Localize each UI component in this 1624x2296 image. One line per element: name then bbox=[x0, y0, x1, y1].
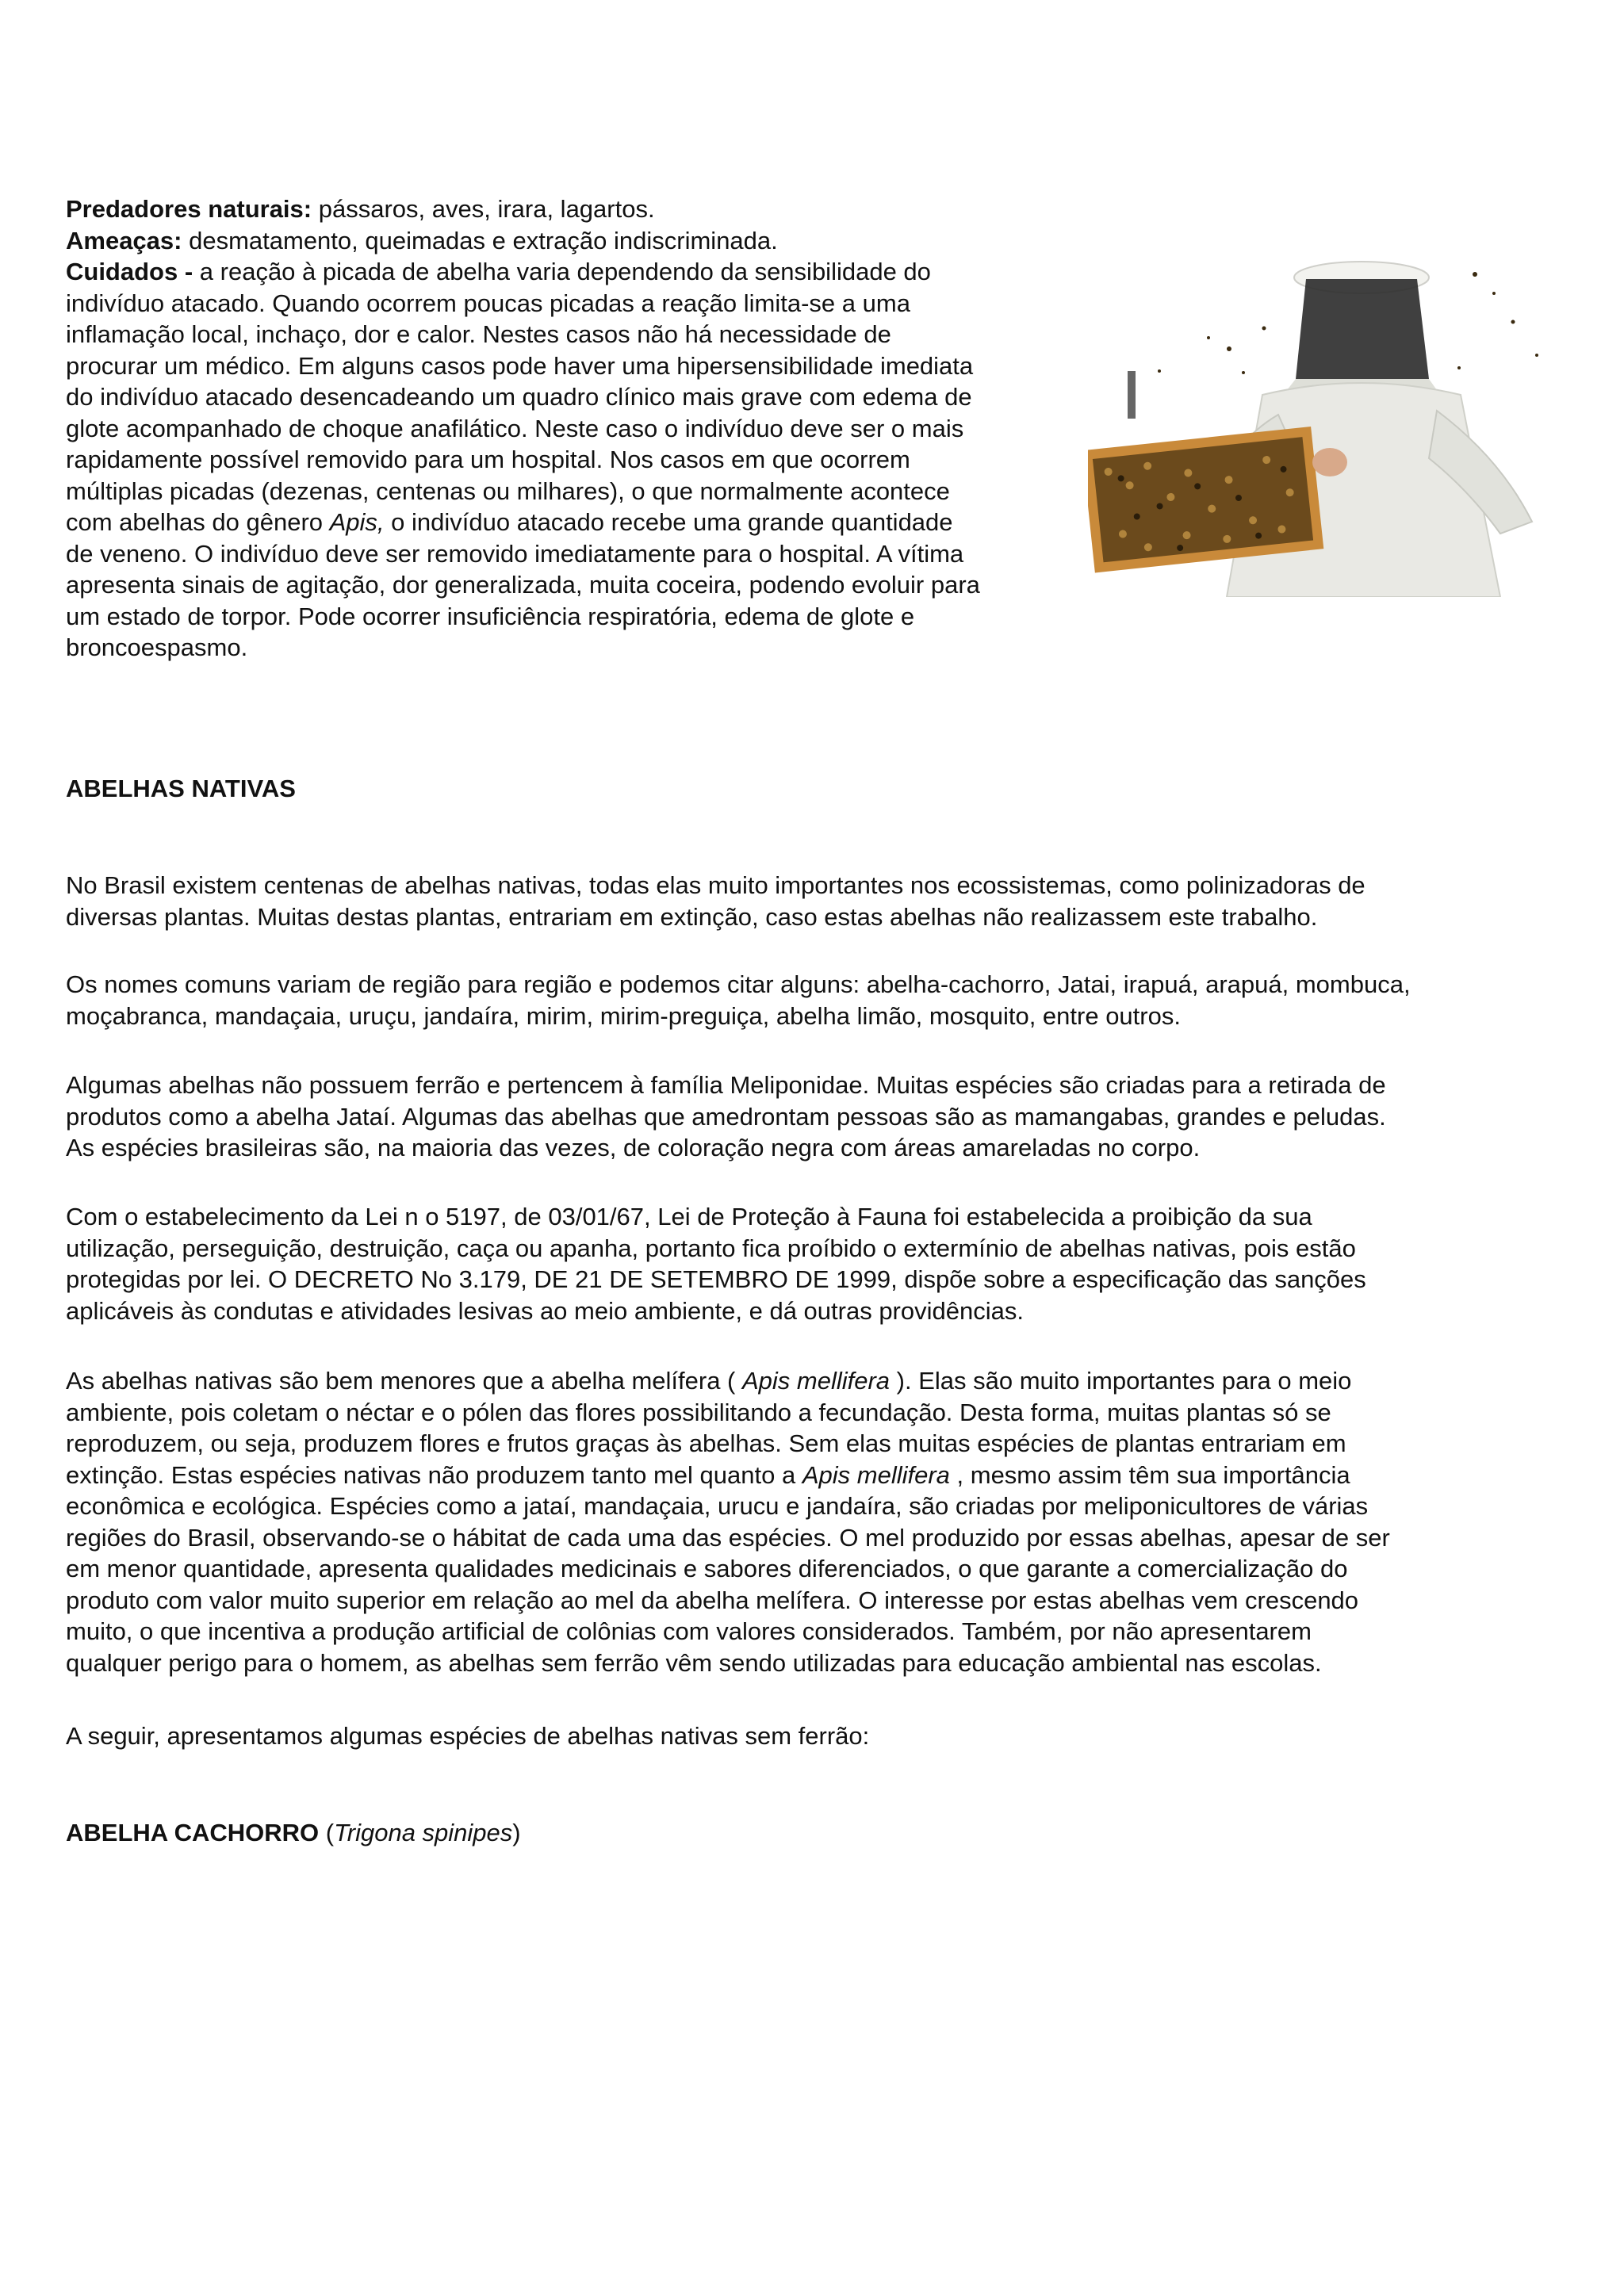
para5-text-1b: ). Elas são muito importantes para o meio bbox=[890, 1367, 1352, 1395]
bee-info-block bbox=[66, 193, 1097, 664]
para2-line1: Os nomes comuns variam de região para região e podemos citar alguns: abelha-cachorro, Jatai, irapuá, arapuá, mombuca, bbox=[66, 970, 1411, 998]
care-line-5: do indivíduo atacado desencadeando um quadro clínico mais grave com edema de bbox=[66, 383, 972, 411]
para5-line6: regiões do Brasil, observando-se o hábitat de cada uma das espécies. O mel produzido por essas abelhas, apesar de ser bbox=[66, 1523, 1390, 1552]
paren-close: ) bbox=[512, 1819, 521, 1846]
para5-line4 bbox=[66, 1460, 1572, 1491]
care-text-1: a reação à picada de abelha varia dependendo da sensibilidade do bbox=[193, 258, 931, 285]
care-label: Cuidados - bbox=[66, 258, 193, 285]
species-apis-mellifera-2: Apis mellifera bbox=[802, 1460, 950, 1489]
para4-line3: protegidas por lei. O DECRETO No 3.179, DE 21 DE SETEMBRO DE 1999, dispõe sobre a especificação das sanções bbox=[66, 1265, 1366, 1293]
para1-line2: diversas plantas. Muitas destas plantas, entrariam em extinção, caso estas abelhas não realizassem este trabalho. bbox=[66, 902, 1318, 931]
para2-line2: moçabranca, mandaçaia, uruçu, jandaíra, mirim, mirim-preguiça, abelha limão, mosquito, entre outros. bbox=[66, 1001, 1181, 1030]
species-name: ABELHA CACHORRO bbox=[66, 1819, 320, 1846]
para5-text-4a: extinção. Estas espécies nativas não produzem tanto mel quanto a bbox=[66, 1460, 802, 1489]
care-line-12: um estado de torpor. Pode ocorrer insuficiência respiratória, edema de glote e bbox=[66, 602, 915, 630]
threats-label: Ameaças: bbox=[66, 226, 182, 254]
paragraph-1 bbox=[66, 870, 1572, 932]
para5-line2: ambiente, pois coletam o néctar e o pólen das flores possibilitando a fecundação. Desta forma, muitas plantas só se bbox=[66, 1398, 1331, 1426]
care-line-8: múltiplas picadas (dezenas, centenas ou milhares), o que normalmente acontece bbox=[66, 476, 950, 505]
para5-text-4b: , mesmo assim têm sua importância bbox=[949, 1460, 1350, 1489]
care-text-9b: o indivíduo atacado recebe uma grande quantidade bbox=[384, 508, 953, 536]
para5-line7: em menor quantidade, apresenta qualidades medicinais e sabores diferenciados, o que garante a comercialização do bbox=[66, 1555, 1348, 1582]
species-apis-mellifera: Apis mellifera bbox=[741, 1367, 891, 1395]
threats-line bbox=[66, 225, 1097, 257]
paragraph-2 bbox=[66, 969, 1572, 1031]
care-line-1 bbox=[66, 256, 1097, 288]
para5-line8: produto com valor muito superior em relação ao mel da abelha melífera. O interesse por estas abelhas vem crescendo bbox=[66, 1586, 1359, 1614]
predators-text: pássaros, aves, irara, lagartos. bbox=[312, 195, 655, 223]
care-line-2: indivíduo atacado. Quando ocorrem poucas picadas a reação limita-se a uma bbox=[66, 289, 910, 317]
paragraph-4 bbox=[66, 1201, 1572, 1326]
paragraph-5 bbox=[66, 1365, 1572, 1678]
para3-line2: produtos como a abelha Jataí. Algumas das abelhas que amedrontam pessoas são as mamangabas, grandes e peludas. bbox=[66, 1102, 1386, 1131]
predators-line bbox=[66, 193, 1097, 225]
para5-line10: qualquer perigo para o homem, as abelhas sem ferrão vêm sendo utilizadas para educação ambiental nas escolas. bbox=[66, 1648, 1322, 1677]
care-line-6: glote acompanhado de choque anafilático. Neste caso o indivíduo deve ser o mais bbox=[66, 414, 964, 442]
beekeeper-photo bbox=[1088, 260, 1564, 597]
care-line-13: broncoespasmo. bbox=[66, 633, 248, 661]
paragraph-3 bbox=[66, 1070, 1572, 1164]
care-line-3: inflamação local, inchaço, dor e calor. Nestes casos não há necessidade de bbox=[66, 320, 891, 348]
species-scientific-name: Trigona spinipes bbox=[334, 1819, 513, 1846]
para5-line3: reproduzem, ou seja, produzem flores e frutos graças às abelhas. Sem elas muitas espécies de plantas entrariam em bbox=[66, 1429, 1346, 1457]
paragraph-6 bbox=[66, 1720, 1572, 1752]
genus-apis: Apis, bbox=[329, 508, 385, 536]
care-line-9 bbox=[66, 507, 1097, 538]
care-line-11: apresenta sinais de agitação, dor generalizada, muita coceira, podendo evoluir para bbox=[66, 571, 980, 599]
care-text-9a: com abelhas do gênero bbox=[66, 508, 330, 536]
paren-open: ( bbox=[319, 1819, 335, 1846]
section-title: ABELHAS NATIVAS bbox=[66, 775, 296, 802]
care-line-4: procurar um médico. Em alguns casos pode haver uma hipersensibilidade imediata bbox=[66, 351, 974, 380]
para3-line3: As espécies brasileiras são, na maioria das vezes, de coloração negra com áreas amareladas no corpo. bbox=[66, 1134, 1201, 1161]
para4-line4: aplicáveis às condutas e atividades lesivas ao meio ambiente, e dá outras providências. bbox=[66, 1296, 1024, 1325]
predators-label: Predadores naturais: bbox=[66, 195, 312, 223]
care-line-7: rapidamente possível removido para um hospital. Nos casos em que ocorrem bbox=[66, 446, 910, 473]
para1-line1: No Brasil existem centenas de abelhas nativas, todas elas muito importantes nos ecossistemas, como polinizadoras de bbox=[66, 871, 1365, 899]
para4-line2: utilização, perseguição, destruição, caça ou apanha, portanto fica proíbido o extermínio de abelhas nativas, pois estão bbox=[66, 1234, 1356, 1262]
para4-line1: Com o estabelecimento da Lei n o 5197, de 03/01/67, Lei de Proteção à Fauna foi estabelecida a proibição da sua bbox=[66, 1203, 1312, 1230]
species-heading bbox=[66, 1817, 1572, 1849]
threats-text: desmatamento, queimadas e extração indiscriminada. bbox=[182, 226, 778, 254]
para5-line5: econômica e ecológica. Espécies como a jataí, mandaçaia, urucu e jandaíra, são criadas por meliponicultores de várias bbox=[66, 1492, 1369, 1520]
para5-line1 bbox=[66, 1365, 1572, 1397]
care-line-10: de veneno. O indivíduo deve ser removido imediatamente para o hospital. A vítima bbox=[66, 539, 964, 568]
para6-line1: A seguir, apresentamos algumas espécies de abelhas nativas sem ferrão: bbox=[66, 1722, 870, 1750]
para3-line1: Algumas abelhas não possuem ferrão e pertencem à família Meliponidae. Muitas espécies são criadas para a retirada de bbox=[66, 1071, 1386, 1099]
para5-text-1a: As abelhas nativas são bem menores que a abelha melífera ( bbox=[66, 1367, 742, 1395]
para5-line9: muito, o que incentiva a produção artificial de colônias com valores considerados. Também, por não apresentarem bbox=[66, 1617, 1312, 1645]
